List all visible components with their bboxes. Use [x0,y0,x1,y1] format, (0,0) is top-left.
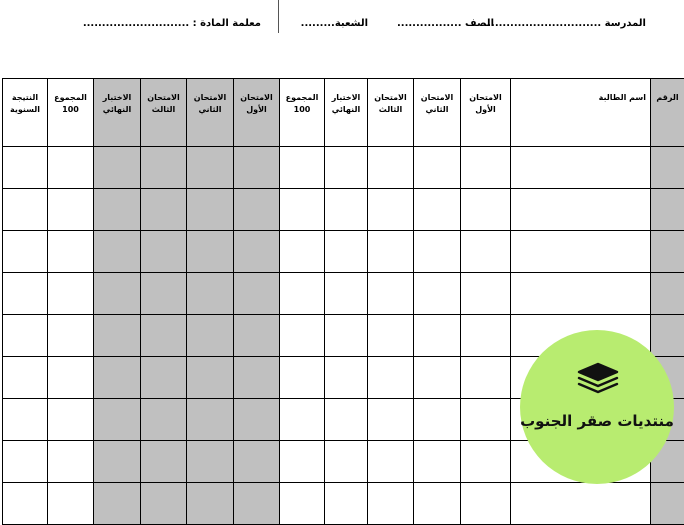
grade-cell [94,273,141,315]
grade-cell [461,399,511,441]
grade-cell [325,147,368,189]
column-header-exam-3: الامتحان الثالث [368,79,414,147]
column-header-annual-result: النتيجة السنوية [3,79,48,147]
grade-cell [234,147,280,189]
grade-cell [94,441,141,483]
grade-cell [414,189,461,231]
column-header-exam-3-term-2: الامتحان الثالث [141,79,187,147]
grade-cell [280,315,325,357]
books-stack-icon [576,362,620,394]
grade-cell [94,231,141,273]
grade-cell [461,147,511,189]
column-header-exam-2: الامتحان الثاني [414,79,461,147]
grade-cell [280,147,325,189]
grade-cell [651,273,684,315]
grade-cell [461,273,511,315]
grade-cell [461,441,511,483]
grade-cell [414,441,461,483]
grade-cell [3,441,48,483]
grade-cell [511,189,651,231]
grade-cell [280,399,325,441]
grade-cell [414,231,461,273]
forum-logo-text: منتديات صقر الجنوب [520,412,674,430]
grade-cell [651,315,684,357]
grade-cell [461,357,511,399]
grade-cell [368,273,414,315]
grade-cell [511,231,651,273]
grade-cell [234,441,280,483]
grade-cell [3,357,48,399]
column-header-exam-1-term-2: الامتحان الأول [234,79,280,147]
grade-cell [187,147,234,189]
grade-cell [325,399,368,441]
grade-cell [280,441,325,483]
grade-cell [94,399,141,441]
grade-cell [3,483,48,525]
grade-cell [187,483,234,525]
table-row [3,189,684,231]
grade-cell [325,357,368,399]
grade-cell [3,189,48,231]
teacher-field: معلمة المادة : ............................ [83,18,261,29]
grade-cell [141,273,187,315]
grade-cell [234,483,280,525]
grade-cell [414,357,461,399]
grade-field: الصف ................. [397,18,494,29]
grade-cell [3,273,48,315]
grade-cell [94,147,141,189]
grade-cell [651,483,684,525]
grade-cell [234,399,280,441]
header-divider [278,0,279,33]
grade-cell [414,273,461,315]
grade-cell [461,231,511,273]
school-field: المدرسة ............................... [483,18,646,29]
table-row [3,147,684,189]
grade-cell [461,315,511,357]
grade-cell [141,147,187,189]
grade-cell [325,189,368,231]
grade-cell [414,483,461,525]
grade-cell [3,147,48,189]
grade-cell [141,189,187,231]
grade-cell [94,483,141,525]
grade-cell [368,231,414,273]
grade-cell [48,483,94,525]
grade-cell [368,357,414,399]
grade-cell [511,483,651,525]
grade-cell [368,483,414,525]
grade-cell [234,231,280,273]
grade-cell [325,441,368,483]
grade-cell [141,399,187,441]
grade-cell [187,273,234,315]
grade-cell [94,315,141,357]
table-row [3,483,684,525]
grade-cell [141,315,187,357]
grade-cell [141,441,187,483]
header-row [3,79,684,147]
grade-cell [94,189,141,231]
grade-cell [414,315,461,357]
grade-cell [414,399,461,441]
grade-cell [187,357,234,399]
column-header-exam-2-term-2: الامتحان الثاني [187,79,234,147]
grade-cell [368,441,414,483]
column-header-total-1: المجموع 100 [280,79,325,147]
grade-cell [368,315,414,357]
grade-cell [651,147,684,189]
grade-cell [651,231,684,273]
column-header-exam-1: الامتحان الأول [461,79,511,147]
column-header-number: الرقم [651,79,684,147]
grade-cell [187,315,234,357]
grade-cell [48,357,94,399]
grade-cell [48,441,94,483]
grade-cell [368,399,414,441]
grade-cell [187,231,234,273]
grade-cell [94,357,141,399]
grade-cell [141,231,187,273]
grade-cell [325,231,368,273]
grade-cell [280,231,325,273]
grade-cell [511,273,651,315]
grade-cell [280,357,325,399]
grade-cell [141,357,187,399]
grade-cell [414,147,461,189]
grade-cell [187,399,234,441]
grade-cell [461,189,511,231]
table-row [3,273,684,315]
grade-cell [234,357,280,399]
grade-cell [511,147,651,189]
forum-logo [520,330,674,484]
grade-cell [234,315,280,357]
grade-cell [325,315,368,357]
section-field: الشعبة......... [301,18,368,29]
grade-cell [234,273,280,315]
grade-cell [141,483,187,525]
grade-cell [3,399,48,441]
column-header-final-exam-term-2: الاختبار النهائي [94,79,141,147]
grade-cell [651,189,684,231]
grade-cell [280,273,325,315]
column-header-final-exam: الاختبار النهائي [325,79,368,147]
grade-cell [48,315,94,357]
grade-cell [48,273,94,315]
grade-cell [368,147,414,189]
grade-cell [48,231,94,273]
grade-cell [3,231,48,273]
grade-cell [368,189,414,231]
grade-cell [325,483,368,525]
grade-cell [3,315,48,357]
grade-cell [187,441,234,483]
grade-cell [280,483,325,525]
grade-cell [48,399,94,441]
grade-cell [48,189,94,231]
grade-cell [325,273,368,315]
grade-cell [280,189,325,231]
grade-cell [461,483,511,525]
grade-cell [48,147,94,189]
grade-cell [234,189,280,231]
column-header-student-name: اسم الطالبة [511,79,651,147]
grade-cell [187,189,234,231]
column-header-total-2: المجموع 100 [48,79,94,147]
table-row [3,231,684,273]
